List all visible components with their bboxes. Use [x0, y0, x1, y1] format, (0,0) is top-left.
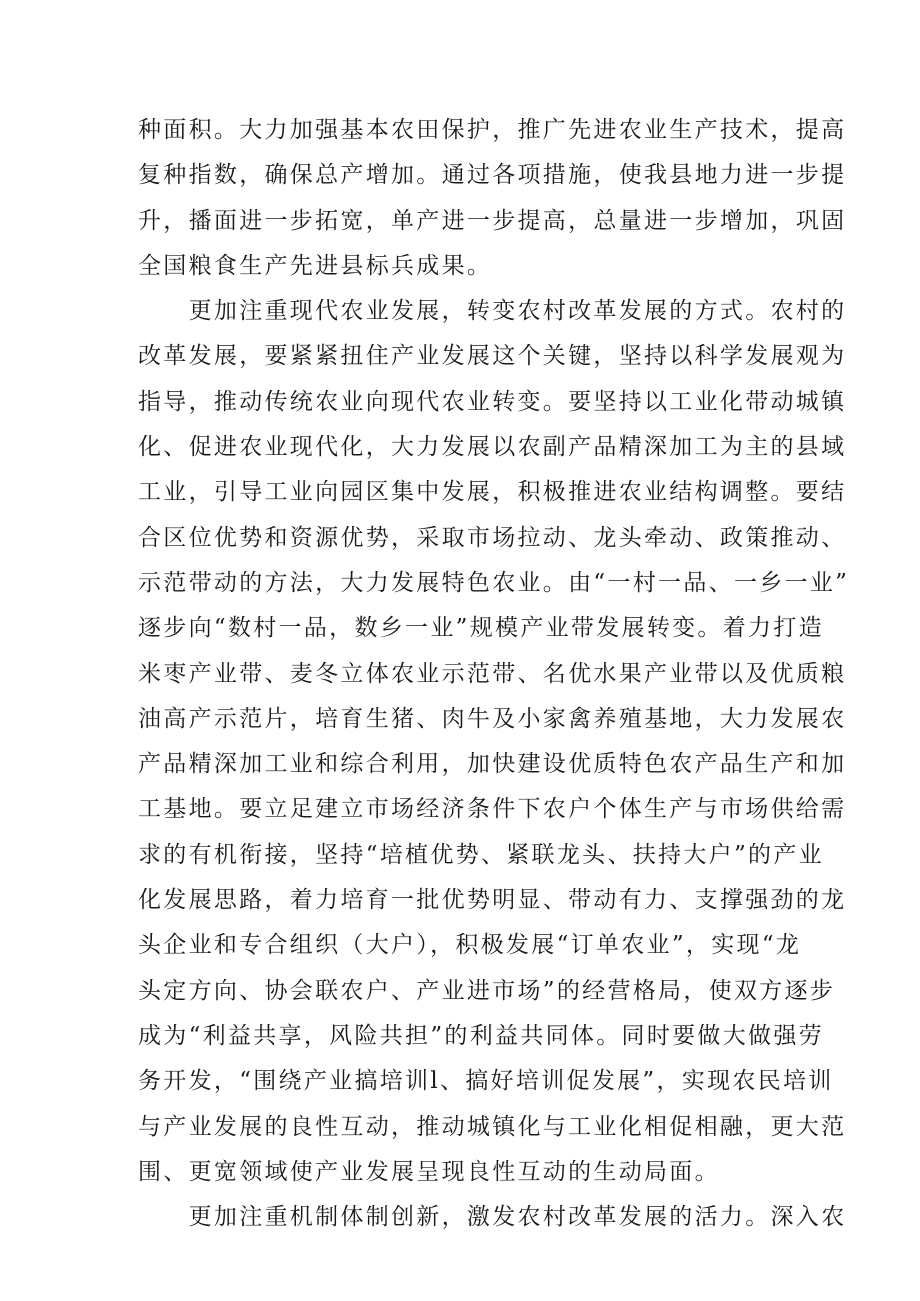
text-line: 示范带动的方法，大力发展特色农业。由“一村一品、一乡一业”	[138, 569, 850, 596]
text-line: 产品精深加工业和综合利用，加快建设优质特色农产品生产和加	[138, 751, 847, 778]
text-line: 逐步向“数村一品，数乡一业”规模产业带发展转变。着力打造	[138, 615, 824, 642]
text-line: 合区位优势和资源优势，采取市场拉动、龙头牵动、政策推动、	[138, 524, 847, 551]
text-line: 改革发展，要紧紧扭住产业发展这个关键，坚持以科学发展观为	[138, 343, 847, 370]
text-line: 与产业发展的良性互动，推动城镇化与工业化相促相融，更大范	[138, 1113, 847, 1140]
body-text	[138, 108, 850, 1240]
text-line: 油高产示范片，培育生猪、肉牛及小家禽养殖基地，大力发展农	[138, 705, 847, 732]
text-line: 工基地。要立足建立市场经济条件下农户个体生产与市场供给需	[138, 796, 847, 823]
text-line: 务开发，“围绕产业搞培训l、搞好培训促发展”，实现农民培训	[138, 1068, 834, 1095]
text-line: 种面积。大力加强基本农田保护，推广先进农业生产技术，提高	[138, 117, 847, 143]
text-line: 成为“利益共享，风险共担”的利益共同体。同时要做大做强劳	[138, 1022, 824, 1049]
text-line: 全国粮食生产先进县标兵成果。	[138, 252, 493, 279]
paragraph-start-line: 更加注重机制体制创新，激发农村改革发展的活力。深入农	[138, 1204, 847, 1231]
text-line: 头企业和专合组织（大户），积极发展“订单农业”，实现“龙	[138, 932, 802, 959]
text-line: 复种指数，确保总产增加。通过各项措施，使我县地力进一步提	[138, 162, 847, 189]
text-line: 化发展思路，着力培育一批优势明显、带动有力、支撑强劲的龙	[138, 887, 847, 914]
text-line: 求的有机衔接，坚持“培植优势、紧联龙头、扶持大户”的产业	[138, 841, 824, 868]
text-line: 化、促进农业现代化，大力发展以农副产品精深加工为主的县域	[138, 434, 847, 461]
text-line: 工业，引导工业向园区集中发展，积极推进农业结构调整。要结	[138, 479, 847, 506]
text-line: 围、更宽领域使产业发展呈现良性互动的生动局面。	[138, 1158, 720, 1185]
text-line: 指导，推动传统农业向现代农业转变。要坚持以工业化带动城镇	[138, 388, 847, 415]
paragraph-start-line: 更加注重现代农业发展，转变农村改革发展的方式。农村的	[138, 298, 847, 325]
text-line: 头定方向、协会联农户、产业进市场”的经营格局，使双方逐步	[138, 977, 836, 1004]
text-line: 升，播面进一步拓宽，单产进一步提高，总量进一步增加，巩固	[138, 207, 847, 234]
text-line: 米枣产业带、麦冬立体农业示范带、名优水果产业带以及优质粮	[138, 660, 847, 687]
